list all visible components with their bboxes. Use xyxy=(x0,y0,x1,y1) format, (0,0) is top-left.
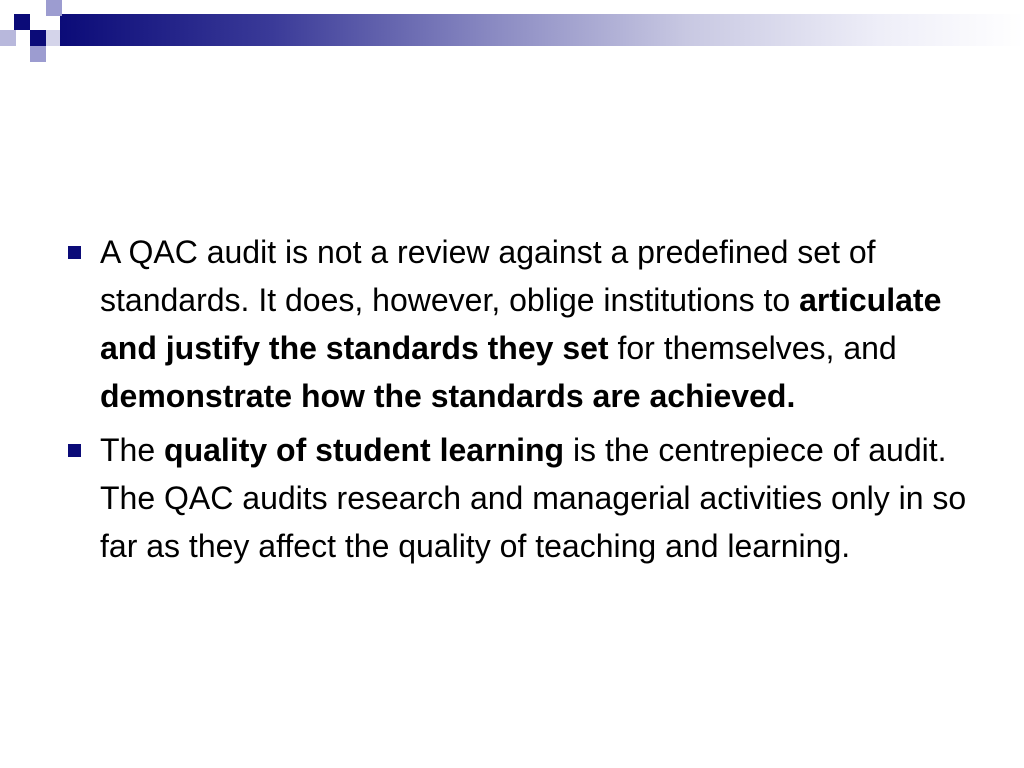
bullet-emphasis: demonstrate how the standards are achieved. xyxy=(100,378,796,414)
header-gradient-bar xyxy=(60,14,1024,46)
decor-square xyxy=(46,0,62,16)
decor-square xyxy=(46,30,60,46)
decor-square xyxy=(14,14,30,30)
bullet-list xyxy=(64,228,984,576)
square-bullet-icon xyxy=(68,444,81,457)
bullet-text: is the centrepiece of audit. The QAC audits research and managerial activities only in so far as they affect the quality of teaching and learning. xyxy=(100,432,967,564)
bullet-text: A QAC audit is not a review against a predefined set of standards. It does, however, oblige institutions to xyxy=(100,234,876,318)
decor-square xyxy=(30,46,46,62)
bullet-text: for themselves, and xyxy=(608,330,897,366)
bullet-emphasis: quality of student learning xyxy=(164,432,565,468)
square-bullet-icon xyxy=(68,246,81,259)
bullet-item-qac-audit xyxy=(64,228,984,420)
bullet-text: The xyxy=(100,432,165,468)
decor-square xyxy=(30,30,46,46)
decor-square xyxy=(0,30,16,46)
bullet-emphasis: articulate and justify the standards they set xyxy=(100,282,942,366)
bullet-item-quality-learning xyxy=(64,426,984,570)
